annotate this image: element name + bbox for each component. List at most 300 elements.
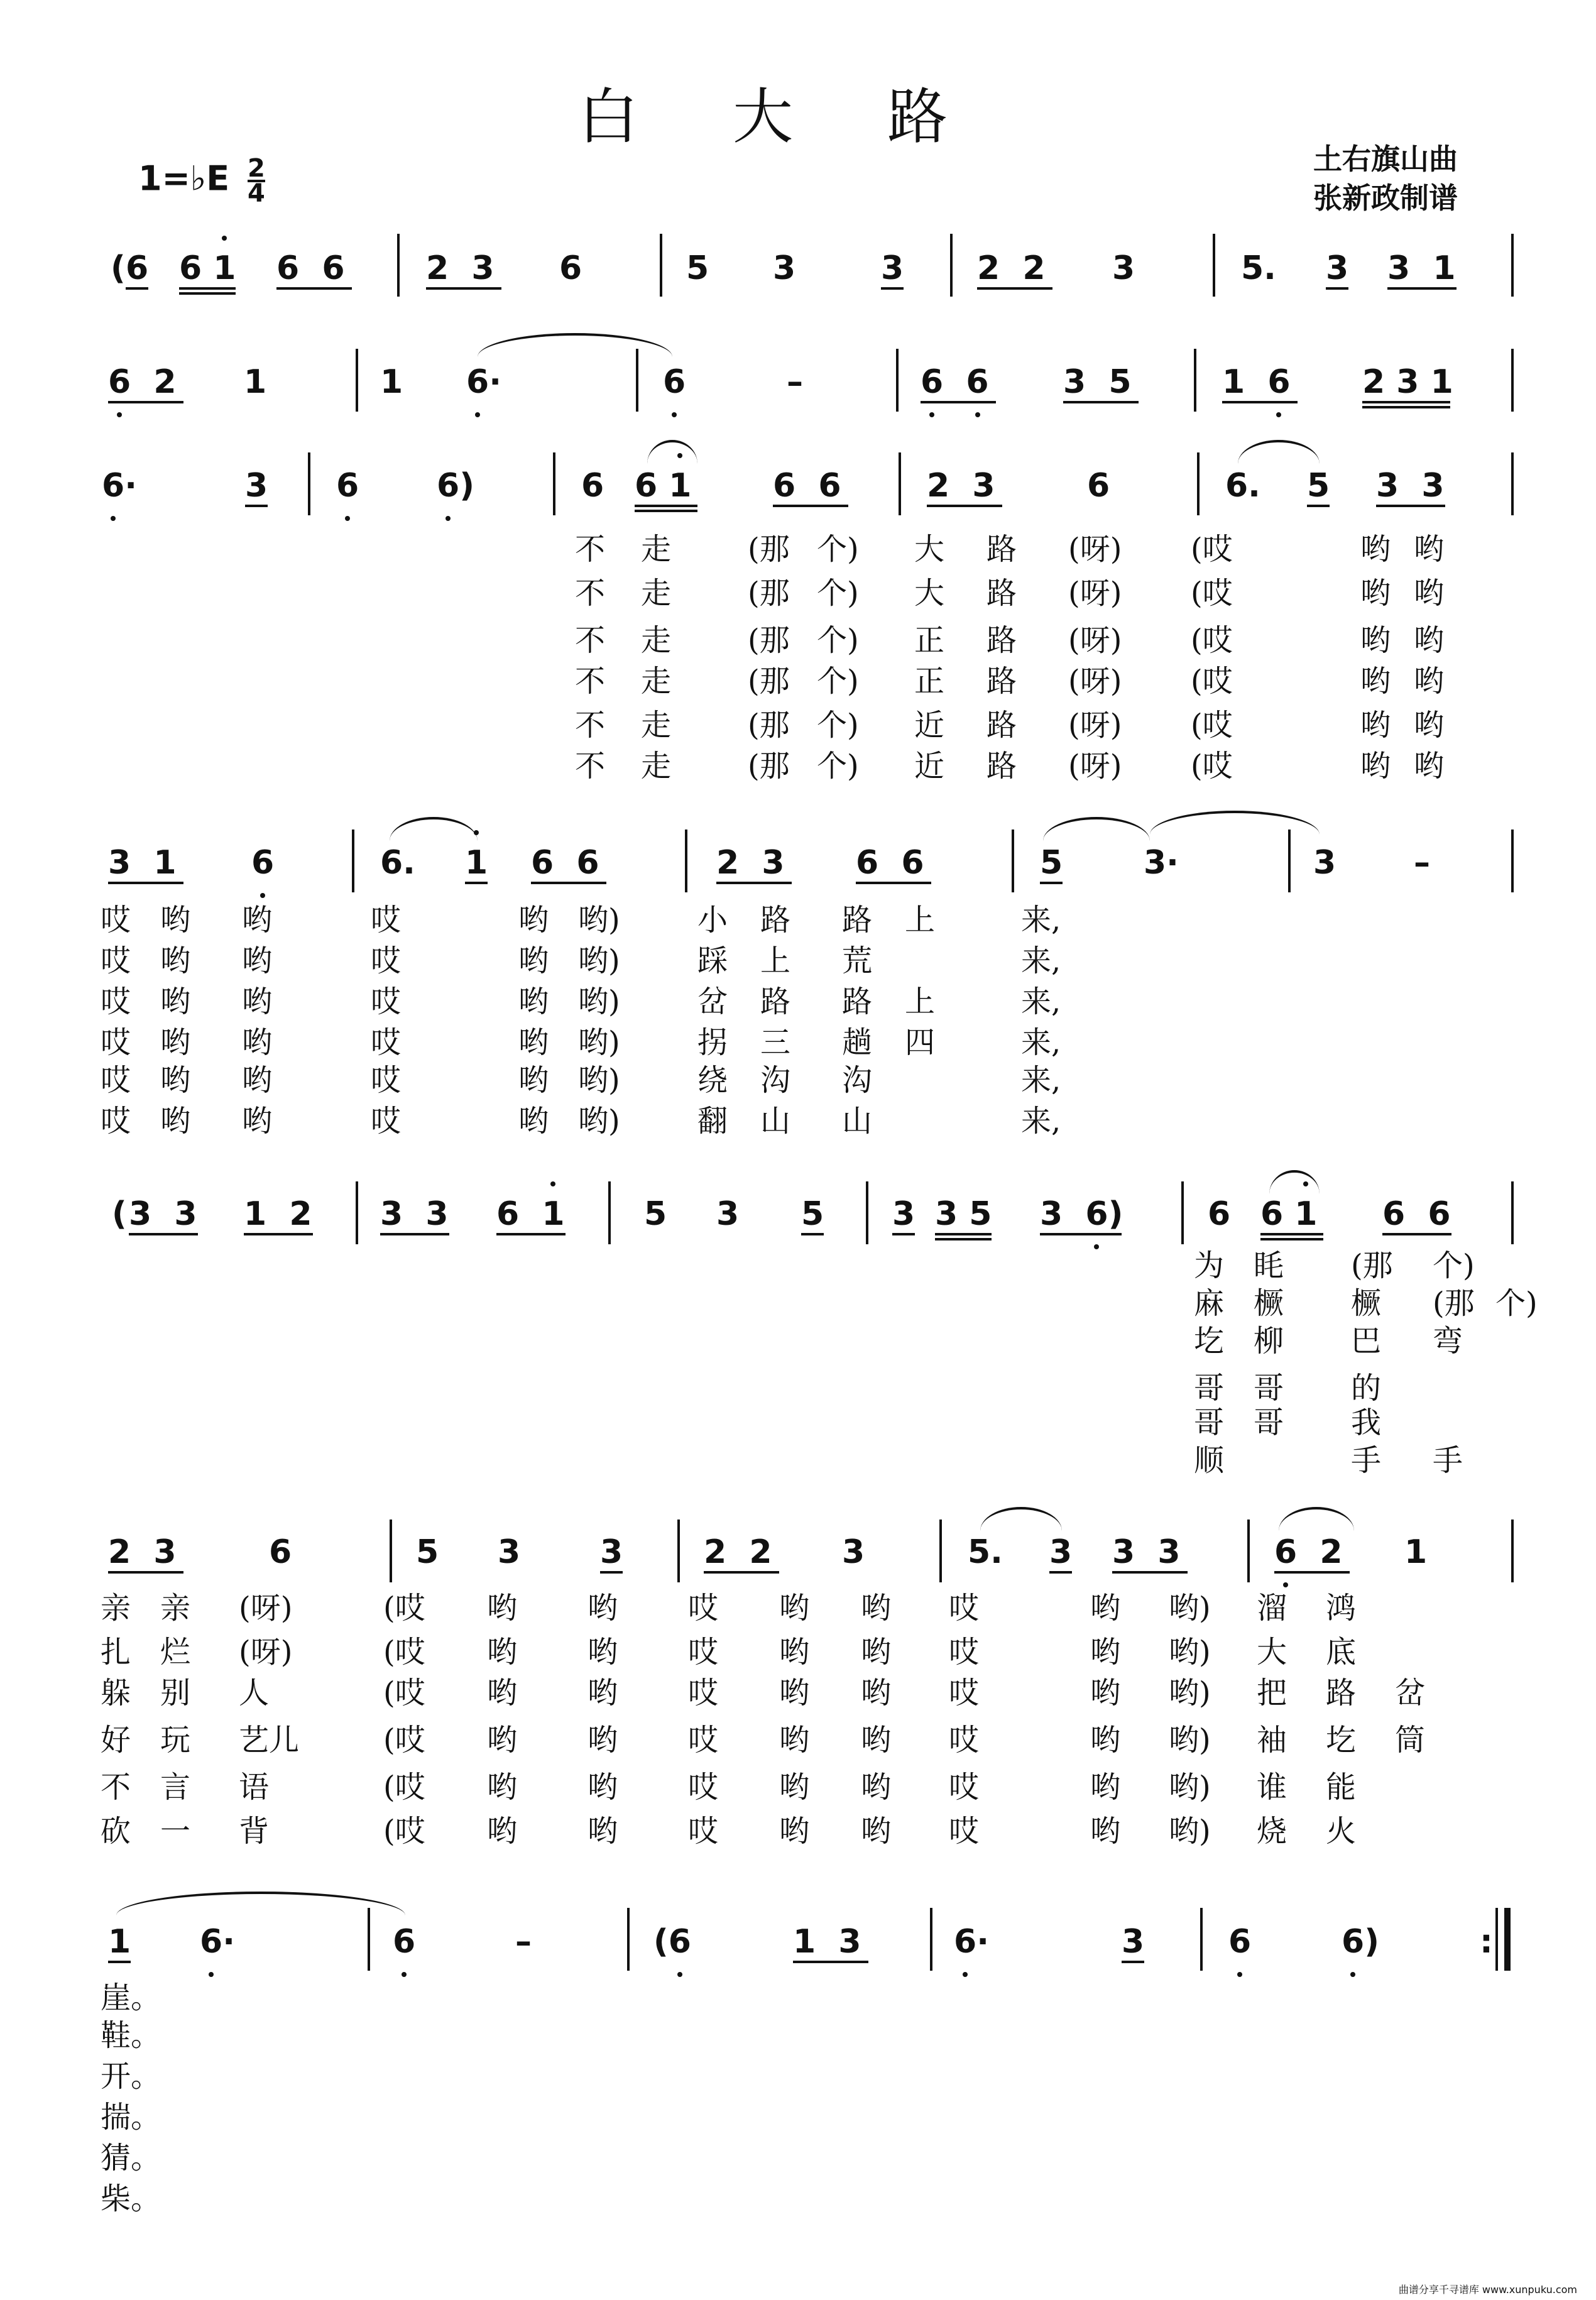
lyric-syllable: 哟 <box>779 1814 810 1849</box>
note: 3 <box>498 1533 521 1571</box>
lyric-syllable: (呀) <box>1068 664 1122 699</box>
lyric-syllable: (呀) <box>1068 576 1122 611</box>
lyric-syllable: 路 <box>987 623 1017 658</box>
lyric-syllable: (呀) <box>1068 532 1122 567</box>
lyric-syllable: 哟 <box>1360 576 1391 611</box>
note: 5. <box>968 1533 1003 1571</box>
lyric-syllable: 哟 <box>487 1814 518 1849</box>
lyric-syllable: 哎 <box>101 984 131 1019</box>
lyric-syllable: 烧 <box>1257 1814 1287 1849</box>
lyric-syllable: 哎 <box>101 1063 131 1098</box>
lyric-syllable: 个) <box>817 708 859 743</box>
lyric-syllable: 为 <box>1194 1248 1225 1283</box>
lyric-syllable: 岔 <box>1395 1675 1426 1711</box>
lyric-syllable: (那 <box>748 623 790 658</box>
lyric-syllable: 走 <box>641 532 672 567</box>
lyric-syllable: 艺儿 <box>239 1722 300 1758</box>
lyric-syllable: 翻 <box>697 1103 728 1139</box>
lyric-syllable: (那 <box>748 664 790 699</box>
key-label: 1=♭E <box>138 158 230 199</box>
note: 3 <box>1122 1923 1144 1963</box>
note-group: 1 6 <box>1222 363 1298 403</box>
lyric-syllable: (哎 <box>1191 623 1233 658</box>
lyric-syllable: 把 <box>1257 1675 1287 1711</box>
lyric-syllable: 路 <box>842 984 873 1019</box>
lyric-syllable: 哎 <box>371 1103 402 1139</box>
lyric-syllable: 正 <box>914 664 945 699</box>
lyric-syllable: 哎 <box>101 1103 131 1139</box>
lyric-syllable: 哟 <box>588 1591 618 1626</box>
lyric-syllable: 哟 <box>518 902 549 938</box>
lyric-syllable: 麻 <box>1194 1286 1225 1321</box>
lyric-syllable: 哟 <box>1090 1591 1121 1626</box>
lyric-syllable: 沟 <box>760 1063 791 1098</box>
note: 3 <box>1049 1533 1072 1574</box>
lyric-syllable: 哎 <box>101 1025 131 1060</box>
lyric-syllable: 好 <box>101 1722 131 1758</box>
paren-open: ( <box>111 249 126 287</box>
note: 6 <box>663 363 686 401</box>
note-group: 6 6 <box>856 844 931 884</box>
note: 5 <box>416 1533 439 1571</box>
dash: – <box>787 363 803 401</box>
lyric-syllable: 哟 <box>779 1770 810 1805</box>
lyric-syllable: 走 <box>641 664 672 699</box>
lyric-syllable: 鞋。 <box>101 2018 161 2053</box>
lyric-syllable: 哟 <box>1414 664 1445 699</box>
lyric-syllable: 眊 <box>1254 1248 1284 1283</box>
lyric-syllable: 哟) <box>578 943 620 978</box>
note: 6 <box>269 1533 292 1571</box>
lyric-syllable: 溜 <box>1257 1591 1287 1626</box>
lyric-syllable: 开。 <box>101 2059 161 2094</box>
lyric-syllable: 来, <box>1021 1063 1061 1098</box>
lyric-syllable: (哎 <box>1191 532 1233 567</box>
lyric-syllable: 哎 <box>371 1025 402 1060</box>
note: 5 <box>686 249 709 287</box>
paren-open: ( <box>112 1195 127 1233</box>
lyric-syllable: 山 <box>842 1103 873 1139</box>
lyric-syllable: 拐 <box>697 1025 728 1060</box>
lyric-syllable: 哎 <box>688 1635 719 1670</box>
lyric-syllable: 不 <box>575 708 606 743</box>
lyric-syllable: 哎 <box>371 1063 402 1098</box>
lyric-syllable: 砍 <box>101 1814 131 1849</box>
note-group: 2 2 <box>704 1533 779 1574</box>
lyric-syllable: 大 <box>914 532 945 567</box>
lyric-syllable: 哟 <box>487 1722 518 1758</box>
lyric-syllable: 近 <box>914 748 945 784</box>
lyric-syllable: (那 <box>1351 1248 1393 1283</box>
lyric-syllable: (哎 <box>1191 576 1233 611</box>
lyric-syllable: 走 <box>641 623 672 658</box>
lyric-syllable: 袖 <box>1257 1722 1287 1758</box>
lyric-syllable: 哎 <box>371 902 402 938</box>
note-group: 6 6 <box>921 363 996 403</box>
lyric-syllable: 路 <box>842 902 873 938</box>
note: 6 <box>1087 467 1110 505</box>
lyric-syllable: 个) <box>817 748 859 784</box>
note-group: 1 2 <box>244 1195 313 1235</box>
note: 6· <box>954 1923 989 1961</box>
lyric-syllable: 不 <box>575 748 606 784</box>
lyric-syllable: 哟) <box>1169 1635 1211 1670</box>
note: 6 <box>336 467 359 505</box>
lyric-syllable: 哟 <box>487 1591 518 1626</box>
lyric-syllable: 扎 <box>101 1635 131 1670</box>
note-group: 3 5 <box>1063 363 1139 403</box>
lyric-syllable: (哎 <box>383 1770 425 1805</box>
lyric-syllable: (哎 <box>383 1635 425 1670</box>
lyric-syllable: 哟 <box>242 943 273 978</box>
lyric-syllable: (哎 <box>383 1722 425 1758</box>
lyric-syllable: 路 <box>1326 1675 1357 1711</box>
lyric-syllable: 路 <box>760 984 791 1019</box>
lyric-syllable: 岔 <box>697 984 728 1019</box>
lyric-syllable: 上 <box>760 943 791 978</box>
lyric-syllable: 不 <box>575 664 606 699</box>
note: 6 <box>559 249 582 287</box>
lyric-syllable: 柳 <box>1254 1323 1284 1359</box>
lyric-syllable: 哟 <box>242 1103 273 1139</box>
lyric-syllable: (呀) <box>239 1591 293 1626</box>
dash: – <box>1414 844 1430 882</box>
lyric-syllable: 哟 <box>242 1025 273 1060</box>
lyric-syllable: 个) <box>817 664 859 699</box>
note-group: 3 6) <box>1040 1195 1122 1235</box>
lyric-syllable: 近 <box>914 708 945 743</box>
dash: – <box>515 1923 532 1961</box>
note-group: 6 6 <box>276 249 352 290</box>
note: 6 <box>393 1923 416 1961</box>
lyric-syllable: 崖。 <box>101 1980 161 2015</box>
lyric-syllable: 哟 <box>160 1103 191 1139</box>
note-group: 6 1 <box>179 249 236 295</box>
lyric-syllable: 背 <box>239 1814 270 1849</box>
arranger-credit: 张新政制谱 <box>1313 181 1458 215</box>
note: 6· <box>102 467 137 505</box>
lyric-syllable: 哟 <box>242 1063 273 1098</box>
lyric-syllable: 哎 <box>949 1722 980 1758</box>
lyric-syllable: 哟 <box>779 1722 810 1758</box>
note: 6 <box>581 467 604 505</box>
lyric-syllable: 哟 <box>487 1675 518 1711</box>
song-source: 土右旗山曲 <box>1313 142 1458 176</box>
lyric-syllable: (呀) <box>1068 623 1122 658</box>
note-group: 3 5 <box>935 1195 992 1240</box>
lyric-syllable: 山 <box>760 1103 791 1139</box>
lyric-syllable: 走 <box>641 708 672 743</box>
lyric-syllable: 哟) <box>1169 1722 1211 1758</box>
lyric-syllable: 哟) <box>578 902 620 938</box>
lyric-syllable: 哟 <box>160 1063 191 1098</box>
lyric-syllable: 我 <box>1351 1405 1382 1440</box>
lyric-syllable: 路 <box>987 748 1017 784</box>
lyric-syllable: 哟 <box>518 943 549 978</box>
note: 6) <box>437 467 474 505</box>
note-group: 6 2 <box>108 363 183 403</box>
lyric-syllable: 言 <box>160 1770 191 1805</box>
lyric-syllable: 哟) <box>1169 1770 1211 1805</box>
lyric-syllable: 趟 <box>842 1025 873 1060</box>
note: 6 <box>126 249 148 290</box>
note-group: 3 1 <box>108 844 183 884</box>
lyric-syllable: 来, <box>1021 943 1061 978</box>
note-group: 6 6 <box>1382 1195 1451 1235</box>
lyric-syllable: 个) <box>817 576 859 611</box>
lyric-syllable: 哎 <box>688 1722 719 1758</box>
lyric-syllable: 哟 <box>1090 1675 1121 1711</box>
lyric-syllable: 火 <box>1326 1814 1357 1849</box>
lyric-syllable: 走 <box>641 748 672 784</box>
note-group: 6 6 <box>531 844 606 884</box>
note: 3 <box>773 249 796 287</box>
lyric-syllable: 哟 <box>160 984 191 1019</box>
lyric-syllable: 橛 <box>1351 1286 1382 1321</box>
note: 3 <box>1112 249 1135 287</box>
lyric-syllable: (哎 <box>1191 748 1233 784</box>
note-group: 2 3 <box>716 844 792 884</box>
lyric-syllable: 踩 <box>697 943 728 978</box>
lyric-syllable: 哎 <box>371 943 402 978</box>
lyric-syllable: 个) <box>1495 1286 1538 1321</box>
note-group: 2 3 <box>426 249 501 290</box>
lyric-syllable: 哟 <box>1360 532 1391 567</box>
key-signature <box>138 154 265 208</box>
lyric-syllable: 哟 <box>160 943 191 978</box>
lyric-syllable: 哟) <box>578 1063 620 1098</box>
lyric-syllable: (呀) <box>1068 748 1122 784</box>
lyric-syllable: 哎 <box>101 902 131 938</box>
lyric-syllable: 哟 <box>1414 532 1445 567</box>
lyric-syllable: (哎 <box>383 1591 425 1626</box>
lyric-syllable: 能 <box>1326 1770 1357 1805</box>
lyric-syllable: 哟 <box>1090 1722 1121 1758</box>
lyric-syllable: 来, <box>1021 984 1061 1019</box>
lyric-syllable: 哟) <box>578 984 620 1019</box>
note: 1 <box>465 844 488 884</box>
lyric-syllable: (那 <box>748 576 790 611</box>
lyric-syllable: 哟) <box>578 1103 620 1139</box>
note-group: 6 2 <box>1274 1533 1350 1574</box>
lyric-syllable: 哟 <box>588 1675 618 1711</box>
time-signature: $\frac{2}{4}$ <box>248 154 265 208</box>
note-group: 6 1 <box>496 1195 566 1235</box>
lyric-syllable: 筒 <box>1395 1722 1426 1758</box>
note-group: 3 3 <box>1112 1533 1188 1574</box>
lyric-syllable: 揣。 <box>101 2100 161 2135</box>
lyric-syllable: (呀) <box>1068 708 1122 743</box>
note: (6 <box>653 1923 691 1961</box>
lyric-syllable: 路 <box>987 664 1017 699</box>
lyric-syllable: 三 <box>760 1025 791 1060</box>
lyric-syllable: 鸿 <box>1326 1591 1357 1626</box>
note-group: 1 3 <box>793 1923 868 1963</box>
lyric-syllable: 圪 <box>1194 1323 1225 1359</box>
lyric-syllable: 哟 <box>1414 576 1445 611</box>
lyric-syllable: (呀) <box>239 1635 293 1670</box>
lyric-syllable: 不 <box>575 623 606 658</box>
note: 3 <box>245 467 268 507</box>
lyric-syllable: 手 <box>1351 1443 1382 1478</box>
note: 1 <box>244 363 267 401</box>
lyric-syllable: 路 <box>987 532 1017 567</box>
lyric-syllable: (哎 <box>383 1675 425 1711</box>
lyric-syllable: 个) <box>817 532 859 567</box>
lyric-syllable: 哟 <box>588 1814 618 1849</box>
lyric-syllable: 上 <box>905 902 936 938</box>
lyric-syllable: 哟 <box>1414 623 1445 658</box>
note: 3 <box>881 249 904 290</box>
lyric-syllable: 哟 <box>779 1635 810 1670</box>
note-group: 2 3 <box>108 1533 183 1574</box>
song-title: 白大路 <box>578 82 1042 152</box>
lyric-syllable: 哥 <box>1254 1405 1284 1440</box>
lyric-syllable: (哎 <box>1191 664 1233 699</box>
lyric-syllable: 哎 <box>371 984 402 1019</box>
lyric-syllable: 来, <box>1021 1025 1061 1060</box>
lyric-syllable: 哟 <box>518 1063 549 1098</box>
lyric-syllable: 哎 <box>949 1675 980 1711</box>
lyric-syllable: 哥 <box>1194 1371 1225 1406</box>
note: 6· <box>466 363 501 401</box>
note: 5 <box>1040 844 1063 884</box>
lyric-syllable: 哎 <box>949 1591 980 1626</box>
lyric-syllable: 哎 <box>688 1814 719 1849</box>
lyric-syllable: 哟 <box>779 1675 810 1711</box>
lyric-syllable: 谁 <box>1257 1770 1287 1805</box>
note: 6. <box>1225 467 1260 505</box>
note-group: 2 3 1 <box>1362 363 1450 408</box>
lyric-syllable: 哟 <box>242 902 273 938</box>
watermark: 曲谱分享千寻谱库 www.xunpuku.com <box>1398 2284 1577 2296</box>
lyric-syllable: 哎 <box>949 1770 980 1805</box>
note: 6. <box>380 844 415 882</box>
note: 3 <box>716 1195 740 1233</box>
lyric-syllable: 亲 <box>160 1591 191 1626</box>
lyric-syllable: 荒 <box>842 943 873 978</box>
lyric-syllable: 哥 <box>1254 1371 1284 1406</box>
lyric-syllable: 哟) <box>1169 1591 1211 1626</box>
lyric-syllable: 哟 <box>160 902 191 938</box>
lyric-syllable: 哟 <box>861 1722 892 1758</box>
lyric-syllable: 哟 <box>861 1814 892 1849</box>
note: 5 <box>1307 467 1330 507</box>
lyric-syllable: 玩 <box>160 1722 191 1758</box>
lyric-syllable: 四 <box>905 1025 936 1060</box>
lyric-syllable: 大 <box>1257 1635 1287 1670</box>
lyric-syllable: (哎 <box>383 1814 425 1849</box>
lyric-syllable: 一 <box>160 1814 191 1849</box>
lyric-syllable: 路 <box>760 902 791 938</box>
note-group: 2 3 <box>927 467 1002 507</box>
lyric-syllable: 哟 <box>487 1770 518 1805</box>
lyric-syllable: 哎 <box>688 1770 719 1805</box>
lyric-syllable: 不 <box>575 576 606 611</box>
lyric-syllable: 哟 <box>1090 1770 1121 1805</box>
lyric-syllable: 哎 <box>949 1814 980 1849</box>
lyric-syllable: (那 <box>748 532 790 567</box>
note: 5 <box>801 1195 824 1235</box>
note-group: 6 6 <box>773 467 848 507</box>
lyric-syllable: (那 <box>748 748 790 784</box>
lyric-syllable: 哟 <box>1414 748 1445 784</box>
lyric-syllable: 哟 <box>588 1770 618 1805</box>
lyric-syllable: 巴 <box>1351 1323 1382 1359</box>
lyric-syllable: (那 <box>1433 1286 1475 1321</box>
lyric-syllable: 哟 <box>1360 708 1391 743</box>
lyric-syllable: 上 <box>905 984 936 1019</box>
lyric-syllable: 小 <box>697 902 728 938</box>
lyric-syllable: 哎 <box>688 1591 719 1626</box>
note: 6 <box>1208 1195 1231 1233</box>
lyric-syllable: 弯 <box>1433 1323 1463 1359</box>
note-group: 6 1 <box>1260 1195 1323 1240</box>
lyric-syllable: 哎 <box>101 943 131 978</box>
lyric-syllable: 绕 <box>697 1063 728 1098</box>
lyric-syllable: 猜。 <box>101 2140 161 2176</box>
note-group: 6 1 <box>635 467 697 512</box>
lyric-syllable: 哟 <box>1360 748 1391 784</box>
note: 6 <box>1228 1923 1252 1961</box>
note: 3 <box>600 1533 623 1574</box>
lyric-syllable: 底 <box>1326 1635 1357 1670</box>
lyric-syllable: 来, <box>1021 1103 1061 1139</box>
note: 6· <box>200 1923 235 1961</box>
lyric-syllable: 哟 <box>1090 1814 1121 1849</box>
lyric-syllable: 哟 <box>588 1635 618 1670</box>
note: 5. <box>1241 249 1276 287</box>
note: 3 <box>1313 844 1336 882</box>
lyric-syllable: (那 <box>748 708 790 743</box>
lyric-syllable: 哎 <box>688 1675 719 1711</box>
lyric-syllable: 哟) <box>578 1025 620 1060</box>
lyric-syllable: 哎 <box>949 1635 980 1670</box>
note: 3 <box>1326 249 1348 290</box>
lyric-syllable: 个) <box>1433 1248 1475 1283</box>
lyric-syllable: 个) <box>817 623 859 658</box>
lyric-syllable: 哟 <box>518 1025 549 1060</box>
lyric-syllable: 哟 <box>160 1025 191 1060</box>
note-group: 3 1 <box>1387 249 1457 290</box>
lyric-syllable: 人 <box>239 1675 270 1711</box>
note: 3 <box>842 1533 865 1571</box>
lyric-syllable: (哎 <box>1191 708 1233 743</box>
note: 5 <box>644 1195 667 1233</box>
lyric-syllable: 沟 <box>842 1063 873 1098</box>
lyric-syllable: 哟 <box>487 1635 518 1670</box>
note: 6 <box>251 844 275 882</box>
lyric-syllable: 走 <box>641 576 672 611</box>
note: 1 <box>380 363 403 401</box>
note: 1 <box>1404 1533 1428 1571</box>
lyric-syllable: 哟 <box>861 1591 892 1626</box>
lyric-syllable: 柴。 <box>101 2181 161 2216</box>
lyric-syllable: 顺 <box>1194 1443 1225 1478</box>
lyric-syllable: 路 <box>987 708 1017 743</box>
lyric-syllable: 哟 <box>1360 664 1391 699</box>
lyric-syllable: 亲 <box>101 1591 131 1626</box>
lyric-syllable: 哟) <box>1169 1675 1211 1711</box>
lyric-syllable: 哟 <box>1090 1635 1121 1670</box>
lyric-syllable: 哟 <box>242 984 273 1019</box>
lyric-syllable: 哟 <box>1414 708 1445 743</box>
lyric-syllable: 不 <box>101 1770 131 1805</box>
lyric-syllable: 哥 <box>1194 1405 1225 1440</box>
lyric-syllable: 烂 <box>160 1635 191 1670</box>
note-group: 3 3 <box>1376 467 1445 507</box>
note-group: 3 3 <box>129 1195 198 1235</box>
